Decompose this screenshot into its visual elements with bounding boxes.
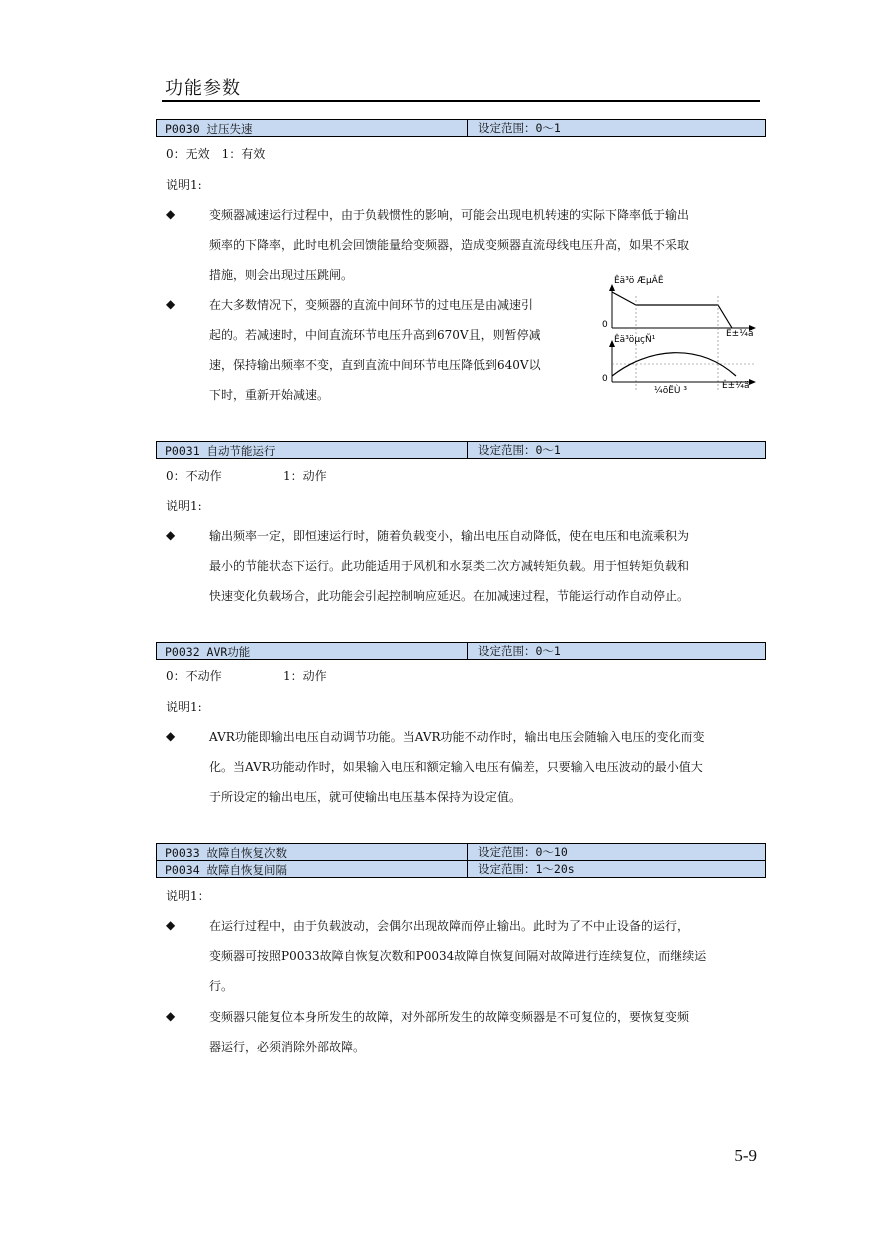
bullet-icon: ◆ (166, 528, 176, 542)
param-range: 设定范围：0～1 (467, 120, 561, 136)
paragraph-line: 变频器只能复位本身所发生的故障，对外部所发生的故障变频器是不可复位的，要恢复变频 (209, 1010, 690, 1024)
figure-label-voltage: Êä³öµçÑ¹ (614, 335, 656, 345)
param-row-p0034 (156, 860, 766, 878)
param-name: P0032 AVR功能 (165, 645, 251, 659)
bullet-icon: ◆ (166, 1009, 176, 1023)
paragraph-line: 最小的节能状态下运行。此功能适用于风机和水泵类二次方减转矩负载。用于恒转矩负载和 (209, 559, 690, 573)
param-name: P0033 故障自恢复次数 (165, 846, 288, 860)
bullet-icon: ◆ (166, 918, 176, 932)
paragraph-line: 行。 (209, 979, 234, 993)
param-range: 设定范围：0～1 (467, 643, 561, 659)
paragraph-line: 起的。若减速时，中间直流环节电压升高到670V且，则暂停减 (209, 328, 541, 342)
bullet-icon: ◆ (166, 729, 176, 743)
paragraph-line: 于所设定的输出电压，就可使输出电压基本保持为设定值。 (209, 790, 522, 804)
note-label: 说明1: (166, 499, 202, 513)
param-row-p0032 (156, 642, 766, 660)
page-number: 5-9 (734, 1146, 757, 1165)
paragraph-line: AVR功能即输出电压自动调节功能。当AVR功能不动作时，输出电压会随输入电压的变化而变 (209, 730, 705, 744)
paragraph-line: 变频器减速运行过程中，由于负载惯性的影响，可能会出现电机转速的实际下降率低于输出 (209, 208, 690, 222)
figure-label-time: Ê±¼ä (722, 381, 750, 391)
param-range: 设定范围：0～10 (467, 844, 568, 860)
bullet-icon: ◆ (166, 207, 176, 221)
paragraph-line: 频率的下降率，此时电机会回馈能量给变频器，造成变频器直流母线电压升高，如果不采取 (209, 238, 690, 252)
note-label: 说明1: (166, 700, 202, 714)
param-option-1: 1：动作 (283, 469, 327, 483)
paragraph-line: 下时，重新开始减速。 (209, 388, 330, 402)
paragraph-line: 变频器可按照P0033故障自恢复次数和P0034故障自恢复间隔对故障进行连续复位，而继续运 (209, 949, 707, 963)
param-name: P0030 过压失速 (165, 122, 253, 136)
param-option-0: 0：不动作 (166, 469, 222, 483)
param-option-0: 0：不动作 (166, 669, 222, 683)
paragraph-line: 快速变化负载场合，此功能会引起控制响应延迟。在加减速过程，节能运行动作自动停止。 (209, 589, 690, 603)
note-label: 说明1： (166, 889, 210, 903)
overvoltage-stall-figure (598, 272, 760, 398)
paragraph-line: 输出频率一定，即恒速运行时，随着负载变小，输出电压自动降低，使在电压和电流乘积为 (209, 529, 690, 543)
param-row-p0033 (156, 843, 766, 861)
paragraph-line: 在大多数情况下，变频器的直流中间环节的过电压是由减速引 (209, 298, 534, 312)
param-name: P0031 自动节能运行 (165, 444, 276, 458)
paragraph-line: 器运行，必须消除外部故障。 (209, 1040, 366, 1054)
param-options: 0：无效 1：有效 (166, 147, 266, 161)
paragraph-line: 化。当AVR功能动作时，如果输入电压和额定输入电压有偏差，只要输入电压波动的最小值大 (209, 760, 703, 774)
param-range: 设定范围：1～20s (467, 861, 575, 877)
paragraph-line: 措施，则会出现过压跳闸。 (209, 268, 354, 282)
page-title: 功能参数 (165, 78, 241, 99)
param-option-1: 1：动作 (283, 669, 327, 683)
param-row-p0030 (156, 119, 766, 137)
note-label: 说明1: (166, 178, 202, 192)
param-name: P0034 故障自恢复间隔 (165, 863, 288, 877)
param-row-p0031 (156, 441, 766, 459)
bullet-icon: ◆ (166, 297, 176, 311)
header-rule (162, 100, 760, 102)
paragraph-line: 速，保持输出频率不变，直到直流中间环节电压降低到640V以 (209, 358, 541, 372)
figure-label-time: Ê±¼ä (726, 329, 754, 339)
figure-zero: 0 (602, 320, 608, 330)
figure-zero: 0 (602, 374, 608, 384)
param-range: 设定范围：0～1 (467, 442, 561, 458)
figure-label-top: Êä³ö ÆµÂÊ (614, 276, 664, 286)
paragraph-line: 在运行过程中，由于负载波动，会偶尔出现故障而停止输出。此时为了不中止设备的运行， (209, 919, 690, 933)
figure-label-decel: ¼õËÙ ³ (654, 386, 687, 396)
